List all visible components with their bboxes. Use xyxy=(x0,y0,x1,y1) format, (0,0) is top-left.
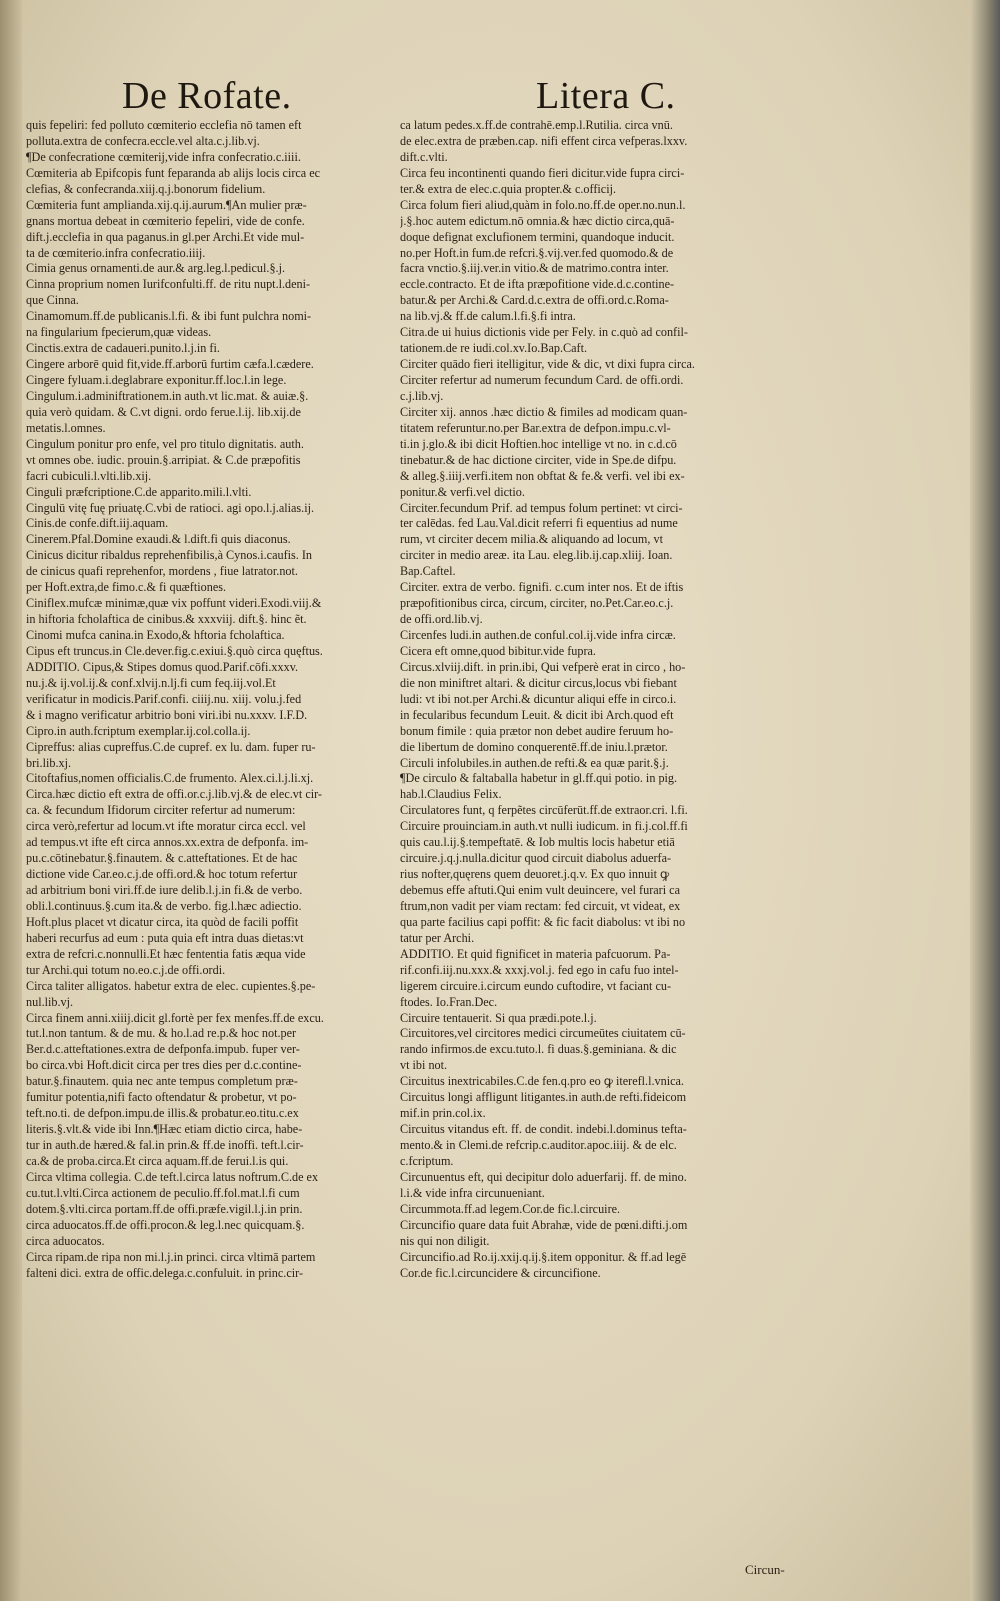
text-line: Circiter.fecundum Prif. ad tempus folum pertinet: vt circi- xyxy=(400,500,683,515)
text-line: titatem referuntur.no.per Bar.extra de defpon.impu.c.vl- xyxy=(400,420,671,435)
text-line: Circummota.ff.ad legem.Cor.de fic.l.circuire. xyxy=(400,1201,621,1216)
text-line: Circuire prouinciam.in auth.vt nulli iudicum. in fi.j.col.ff.fi xyxy=(400,819,688,834)
text-line: haberi recurfus ad eum : puta quia eft intra duas dietas:vt xyxy=(26,930,304,945)
text-line: Cingere arborē quid fit,vide.ff.arborū furtim cæfa.l.cædere. xyxy=(26,357,314,372)
text-line: hab.l.Claudius Felix. xyxy=(400,787,502,802)
text-line: ponitur.& verfi.vel dictio. xyxy=(400,484,525,499)
text-line: præpofitionibus circa, circum, circiter, no.Pet.Car.eo.c.j. xyxy=(400,596,674,611)
text-line: ca.& de proba.circa.Et circa aquam.ff.de ferui.l.is qui. xyxy=(26,1153,289,1168)
text-line: rum, vt circiter decem milia.& aliquando ad locum, vt xyxy=(400,532,663,547)
text-line: doque defignat exclufionem termini, quandoque inducit. xyxy=(400,229,675,244)
text-line: Cicera eft omne,quod bibitur.vide fupra. xyxy=(400,643,596,658)
text-line: tinebatur.& de hac dictione circiter, vide in Spe.de difpu. xyxy=(400,452,677,467)
running-head-right: Litera C. xyxy=(536,75,676,117)
text-line: Cinicus dicitur ribaldus reprehenfibilis,à Cynos.i.caufis. In xyxy=(26,548,313,563)
text-line: ludi: vt ibi not.per Archi.& dicuntur aliqui effe in circo.i. xyxy=(400,691,677,706)
text-line: c.fcriptum. xyxy=(400,1153,454,1168)
text-line: & i magno verificatur arbitrio boni viri.ibi nu.xxxv. I.F.D. xyxy=(26,707,308,722)
text-line: Circa folum fieri aliud,quàm in folo.no.ff.de oper.no.nun.l. xyxy=(400,197,686,212)
text-line: clefias, & confecranda.xiij.q.j.bonorum fidelium. xyxy=(26,181,266,196)
text-line: circa aduocatos.ff.de offi.procon.& leg.l.nec quicquam.§. xyxy=(26,1217,305,1232)
text-line: Circuitus vitandus eft. ff. de condit. indebi.l.dominus tefta- xyxy=(400,1122,687,1137)
text-line: Cinamomum.ff.de publicanis.l.fi. & ibi funt pulchra nomi- xyxy=(26,309,312,324)
text-line: bri.lib.xj. xyxy=(26,755,72,770)
text-line: Circuncifio.ad Ro.ij.xxij.q.ij.§.item opponitur. & ff.ad legē xyxy=(400,1249,687,1264)
page-edge xyxy=(970,0,1000,1601)
text-line: die libertum de domino conquerentē.ff.de iniu.l.prætor. xyxy=(400,739,668,754)
text-line: de elec.extra de præben.cap. nifi effent circa vefperas.lxxv. xyxy=(400,133,688,148)
text-line: Circa taliter alligatos. habetur extra de elec. cupientes.§.pe- xyxy=(26,978,316,993)
text-line: Cinna proprium nomen Iurifconfulti.ff. de ritu nupt.l.deni- xyxy=(26,277,311,292)
text-line: Hoft.plus placet vt dicatur circa, ita quòd de facili poffit xyxy=(26,914,299,929)
text-line: Circenfes ludi.in authen.de conful.col.ij.vide infra circæ. xyxy=(400,628,676,642)
text-line: Cinomi mufca canina.in Exodo,& hftoria fcholaftica. xyxy=(26,628,285,642)
text-line: ¶De circulo & faltaballa habetur in gl.ff.qui potio. in pig. xyxy=(400,771,678,786)
text-line: circa aduocatos. xyxy=(26,1233,105,1248)
text-line: na lib.vj.& ff.de calum.l.fi.§.fi intra. xyxy=(400,309,576,324)
text-line: dift.j.ecclefia in qua paganus.in gl.per Archi.Et vide mul- xyxy=(26,229,305,244)
text-line: Cingulum ponitur pro enfe, vel pro titulo dignitatis. auth. xyxy=(26,436,304,451)
catchword: Circun- xyxy=(745,1562,785,1577)
text-line: Citoftafius,nomen officialis.C.de frumento. Alex.ci.l.j.li.xj. xyxy=(26,771,314,786)
text-line: eccle.contracto. Et de ifta præpofitione vide.d.c.contine- xyxy=(400,277,675,292)
text-line: dotem.§.vlti.circa portam.ff.de offi.præfe.vigil.l.j.in prin. xyxy=(26,1201,303,1216)
text-line: Circiter xij. annos .hæc dictio & fimiles ad modicam quan- xyxy=(400,404,688,419)
text-line: facri cubiculi.l.vlti.lib.xij. xyxy=(26,468,152,483)
right-column xyxy=(400,118,810,1281)
text-line: Bap.Caftel. xyxy=(400,564,456,579)
text-line: dictione vide Car.eo.c.j.de offi.ord.& hoc totum refertur xyxy=(26,867,298,882)
text-line: obli.l.continuus.§.cum ita.& de verbo. fig.l.hæc adiectio. xyxy=(26,898,302,913)
text-line: Circus.xlviij.dift. in prin.ibi, Qui vefperè erat in circo , ho- xyxy=(400,659,686,674)
text-line: ter.& extra de elec.c.quia propter.& c.officij. xyxy=(400,181,617,196)
text-line: Cinis.de confe.dift.iij.aquam. xyxy=(26,516,169,531)
text-line: Circunuentus eft, qui decipitur dolo aduerfarij. ff. de mino. xyxy=(400,1169,687,1184)
text-line: metatis.l.omnes. xyxy=(26,420,106,435)
text-line: Cingulum.i.adminiftrationem.in auth.vt lic.mat. & auiæ.§. xyxy=(26,388,309,403)
text-line: tur in auth.de hæred.& fal.in prin.& ff.de inoffi. teft.l.cir- xyxy=(26,1138,304,1152)
text-line: facra vnctio.§.iij.ver.in vitio.& de matrimo.contra inter. xyxy=(400,261,669,276)
text-line: nis qui non diligit. xyxy=(400,1233,490,1248)
text-line: rius nofter,quęrens quem deuoret.j.q.v. Ex quo innuit ꝙ xyxy=(400,867,670,882)
text-line: literis.§.vlt.& vide ibi Inn.¶Hæc etiam dictio circa, habe- xyxy=(26,1122,303,1137)
text-line: tationem.de re iudi.col.xv.Io.Bap.Caft. xyxy=(400,341,588,356)
text-line: Circulatores funt, q ferpẽtes circūferūt.ff.de extraor.cri. l.fi. xyxy=(400,803,688,818)
text-line: Cipus eft truncus.in Cle.dever.fig.c.exiui.§.quò circa quęftus. xyxy=(26,643,323,658)
text-line: Cœmiteria funt amplianda.xij.q.ij.aurum.¶An mulier præ- xyxy=(26,197,307,212)
left-column xyxy=(26,118,390,1281)
text-line: tatur per Archi. xyxy=(400,930,475,945)
text-line: Ber.d.c.atteftationes.extra de defponfa.impub. fuper ver- xyxy=(26,1042,300,1057)
text-line: rando infirmos.de excu.tuto.l. fi duas.§.geminiana. & dic xyxy=(400,1042,677,1057)
text-line: ad tempus.vt ifte eft circa annos.xx.extra de defponfa. im- xyxy=(26,835,309,850)
text-line: mento.& in Clemi.de refcrip.c.auditor.apoc.iiij. & de elc. xyxy=(400,1138,677,1152)
text-line: Circiter. extra de verbo. fignifi. c.cum inter nos. Et de iftis xyxy=(400,580,684,595)
text-line: Cinerem.Pfal.Domine exaudi.& l.dift.fi quis diaconus. xyxy=(26,532,291,547)
text-line: Circa ripam.de ripa non mi.l.j.in princi. circa vltimā partem xyxy=(26,1249,316,1264)
text-line: no.per Hoft.in fum.de refcri.§.vij.ver.fed quomodo.& de xyxy=(400,245,674,260)
text-line: nul.lib.vj. xyxy=(26,994,74,1009)
text-line: ter calēdas. fed Lau.Val.dicit referri fi equentius ad nume xyxy=(400,516,678,531)
text-line: ta de cœmiterio.infra confecratio.iiij. xyxy=(26,245,206,260)
text-line: gnans mortua debeat in cœmiterio fepeliri, vide de confe. xyxy=(26,213,305,228)
text-line: Circuncifio quare data fuit Abrahæ, vide de pœni.difti.j.om xyxy=(400,1217,688,1232)
text-line: Circuire tentauerit. Si qua prædi.pote.l.j. xyxy=(400,1010,597,1025)
text-line: Circa finem anni.xiiij.dicit gl.fortè per fex menfes.ff.de excu. xyxy=(26,1010,324,1025)
text-line: cu.tut.l.vlti.Circa actionem de peculio.ff.fol.mat.l.fi cum xyxy=(26,1185,300,1200)
text-line: j.§.hoc autem edictum.nō omnia.& hæc dictio circa,quā- xyxy=(400,213,675,228)
text-line: Cimia genus ornamenti.de aur.& arg.leg.l.pedicul.§.j. xyxy=(26,261,286,276)
text-line: bo circa.vbi Hoft.dicit circa per tres dies per d.c.contine- xyxy=(26,1058,302,1073)
text-line: Circa.hæc dictio eft extra de offi.or.c.j.lib.vj.& de elec.vt cir- xyxy=(26,787,322,802)
text-line: qua parte facilius capi poffit: & fic facit diabolus: vt ibi no xyxy=(400,914,686,929)
text-line: Circuitus longi affligunt litigantes.in auth.de refti.fideicom xyxy=(400,1090,687,1105)
text-line: ligerem circuire.i.circum eundo cuftodire, vt faciant cu- xyxy=(400,978,672,993)
text-line: vt ibi not. xyxy=(400,1058,448,1073)
text-line: ADDITIO. Et quid fignificet in materia pafcuorum. Pa- xyxy=(400,946,671,961)
running-head-left: De Rofate. xyxy=(122,75,292,117)
text-line: quis fepeliri: fed polluto cœmiterio ecclefia nō tamen eft xyxy=(26,118,302,132)
text-line: polluta.extra de confecra.eccle.vel alta.c.j.lib.vj. xyxy=(26,133,260,148)
text-line: Cingere fyluam.i.deglabrare exponitur.ff.loc.l.in lege. xyxy=(26,373,287,387)
text-line: verificatur in modicis.Parif.confi. ciiij.nu. xiij. volu.j.fed xyxy=(26,691,302,706)
text-line: Cipro.in auth.fcriptum exemplar.ij.col.colla.ij. xyxy=(26,723,251,738)
text-line: Circuitus inextricabiles.C.de fen.q.pro eo ꝙ iterefl.l.vnica. xyxy=(400,1074,684,1089)
text-line: vt omnes obe. iudic. prouin.§.arripiat. & C.de præpofitis xyxy=(26,452,301,467)
text-line: ftrum,non vadit per viam rectam: fed circuit, vt videat, ex xyxy=(400,898,681,913)
text-line: batur.§.finautem. quia nec ante tempus completum præ- xyxy=(26,1074,298,1089)
text-line: rif.confi.iij.nu.xxx.& xxxj.vol.j. fed ego in cafu fuo intel- xyxy=(400,962,679,977)
text-line: Citra.de ui huius dictionis vide per Fely. in c.quò ad confil- xyxy=(400,325,688,340)
text-line: dift.c.vlti. xyxy=(400,149,448,164)
text-line: quia verò quidam. & C.vt digni. ordo ferue.l.ij. lib.xij.de xyxy=(26,404,301,419)
text-line: in hiftoria fcholaftica de cinibus.& xxxviij. dift.§. hinc ẽt. xyxy=(26,612,307,627)
text-line: Cipreffus: alias cupreffus.C.de cupref. ex lu. dam. fuper ru- xyxy=(26,739,316,754)
text-line: debemus effe aftuti.Qui enim vult deuincere, vel furari ca xyxy=(400,883,680,897)
text-line: Cœmiteria ab Epifcopis funt feparanda ab alijs locis circa ec xyxy=(26,165,321,180)
text-line: & alleg.§.iiij.verfi.item non obftat & fe.& verfi. vel ibi ex- xyxy=(400,468,685,483)
text-line: Ciniflex.mufcæ minimæ,quæ vix poffunt videri.Exodi.viij.& xyxy=(26,596,322,611)
text-line: Circuli infolubiles.in authen.de refti.& ea quæ parit.§.j. xyxy=(400,755,669,770)
text-line: quis cau.l.ij.§.tempeftatē. & Iob multis locis habetur etiā xyxy=(400,835,675,850)
text-line: mif.in prin.col.ix. xyxy=(400,1106,486,1121)
text-line: Circiter quādo fieri itelligitur, vide & dic, vt dixi fupra circa. xyxy=(400,357,695,372)
text-line: c.j.lib.vj. xyxy=(400,388,444,403)
text-line: ca. & fecundum Ifidorum circiter refertur ad numerum: xyxy=(26,803,296,818)
text-line: ftodes. Io.Fran.Dec. xyxy=(400,994,498,1009)
text-line: extra de refcri.c.nonnulli.Et hæc fententia fatis æqua vide xyxy=(26,946,306,961)
text-line: Cinguli præfcriptione.C.de apparito.mili.l.vlti. xyxy=(26,484,252,499)
text-line: die non miniftret altari. & dicitur circus,locus vbi fiebant xyxy=(400,675,677,690)
text-line: Circuitores,vel circitores medici circumeūtes ciuitatem cū- xyxy=(400,1026,686,1041)
text-line: ad arbitrium boni viri.ff.de iure delib.l.j.in fi.& de verbo. xyxy=(26,883,303,897)
text-line: de offi.ord.lib.vj. xyxy=(400,612,483,627)
text-line: ¶De confecratione cœmiterij,vide infra confecratio.c.iiii. xyxy=(26,149,301,164)
text-line: Circa vltima collegia. C.de teft.l.circa latus noftrum.C.de ex xyxy=(26,1169,319,1184)
text-line: ADDITIO. Cipus,& Stipes domus quod.Parif.cōfi.xxxv. xyxy=(26,659,299,674)
text-line: falteni dici. extra de offic.delega.c.confuluit. in princ.cir- xyxy=(26,1265,304,1280)
text-line: teft.no.ti. de defpon.impu.de illis.& probatur.eo.titu.c.ex xyxy=(26,1106,299,1121)
text-line: batur.& per Archi.& Card.d.c.extra de offi.ord.c.Roma- xyxy=(400,293,669,308)
text-line: tur Archi.qui totum no.eo.c.j.de offi.ordi. xyxy=(26,962,226,977)
text-line: circa verò,refertur ad locum.vt ifte moratur circa eccl. vel xyxy=(26,819,306,834)
text-line: per Hoft.extra,de fimo.c.& fi quæftiones. xyxy=(26,580,227,595)
text-line: Circa feu incontinenti quando fieri dicitur.vide fupra circi- xyxy=(400,165,685,180)
text-line: l.i.& vide infra circunueniant. xyxy=(400,1185,545,1200)
text-line: Cor.de fic.l.circuncidere & circuncifione. xyxy=(400,1265,601,1280)
text-line: Cinctis.extra de cadaueri.punito.l.j.in fi. xyxy=(26,341,220,356)
text-line: circuire.j.q.j.nulla.dicitur quod circuit diabolus aduerfa- xyxy=(400,851,672,866)
text-line: Circiter refertur ad numerum fecundum Card. de offi.ordi. xyxy=(400,373,684,387)
page-gutter xyxy=(0,0,22,1601)
text-line: que Cinna. xyxy=(26,293,79,308)
text-line: bonum fimile : quia prætor non debet audire feruum ho- xyxy=(400,723,674,738)
text-line: fumitur potentia,nifi facto oftendatur & probetur, vt po- xyxy=(26,1090,297,1105)
text-line: tut.l.non tantum. & de mu. & ho.l.ad re.p.& hoc not.per xyxy=(26,1026,297,1041)
text-line: ca latum pedes.x.ff.de contrahē.emp.l.Rutilia. circa vnū. xyxy=(400,118,673,132)
text-line: Cingulū vitę fuę priuatę.C.vbi de ratioci. agi opo.l.j.alias.ij. xyxy=(26,500,315,515)
text-line: nu.j.& ij.vol.ij.& conf.xlvij.n.lj.fi cum feq.iij.vol.Et xyxy=(26,675,276,690)
text-line: circiter in medio areæ. ita Lau. eleg.lib.ij.cap.xliij. Ioan. xyxy=(400,548,673,563)
text-line: pu.c.cōtinebatur.§.finautem. & c.atteftationes. Et de hac xyxy=(26,851,298,866)
text-line: ti.in j.glo.& ibi dicit Hoftien.hoc intellige vt no. in c.d.cō xyxy=(400,436,677,451)
text-line: in fecularibus fecundum Leuit. & dicit ibi Arch.quod eft xyxy=(400,707,674,722)
text-line: de cinicus quafi reprehenfor, mordens , fiue latrator.not. xyxy=(26,564,298,579)
text-line: na fingularium fpecierum,quæ videas. xyxy=(26,325,212,340)
